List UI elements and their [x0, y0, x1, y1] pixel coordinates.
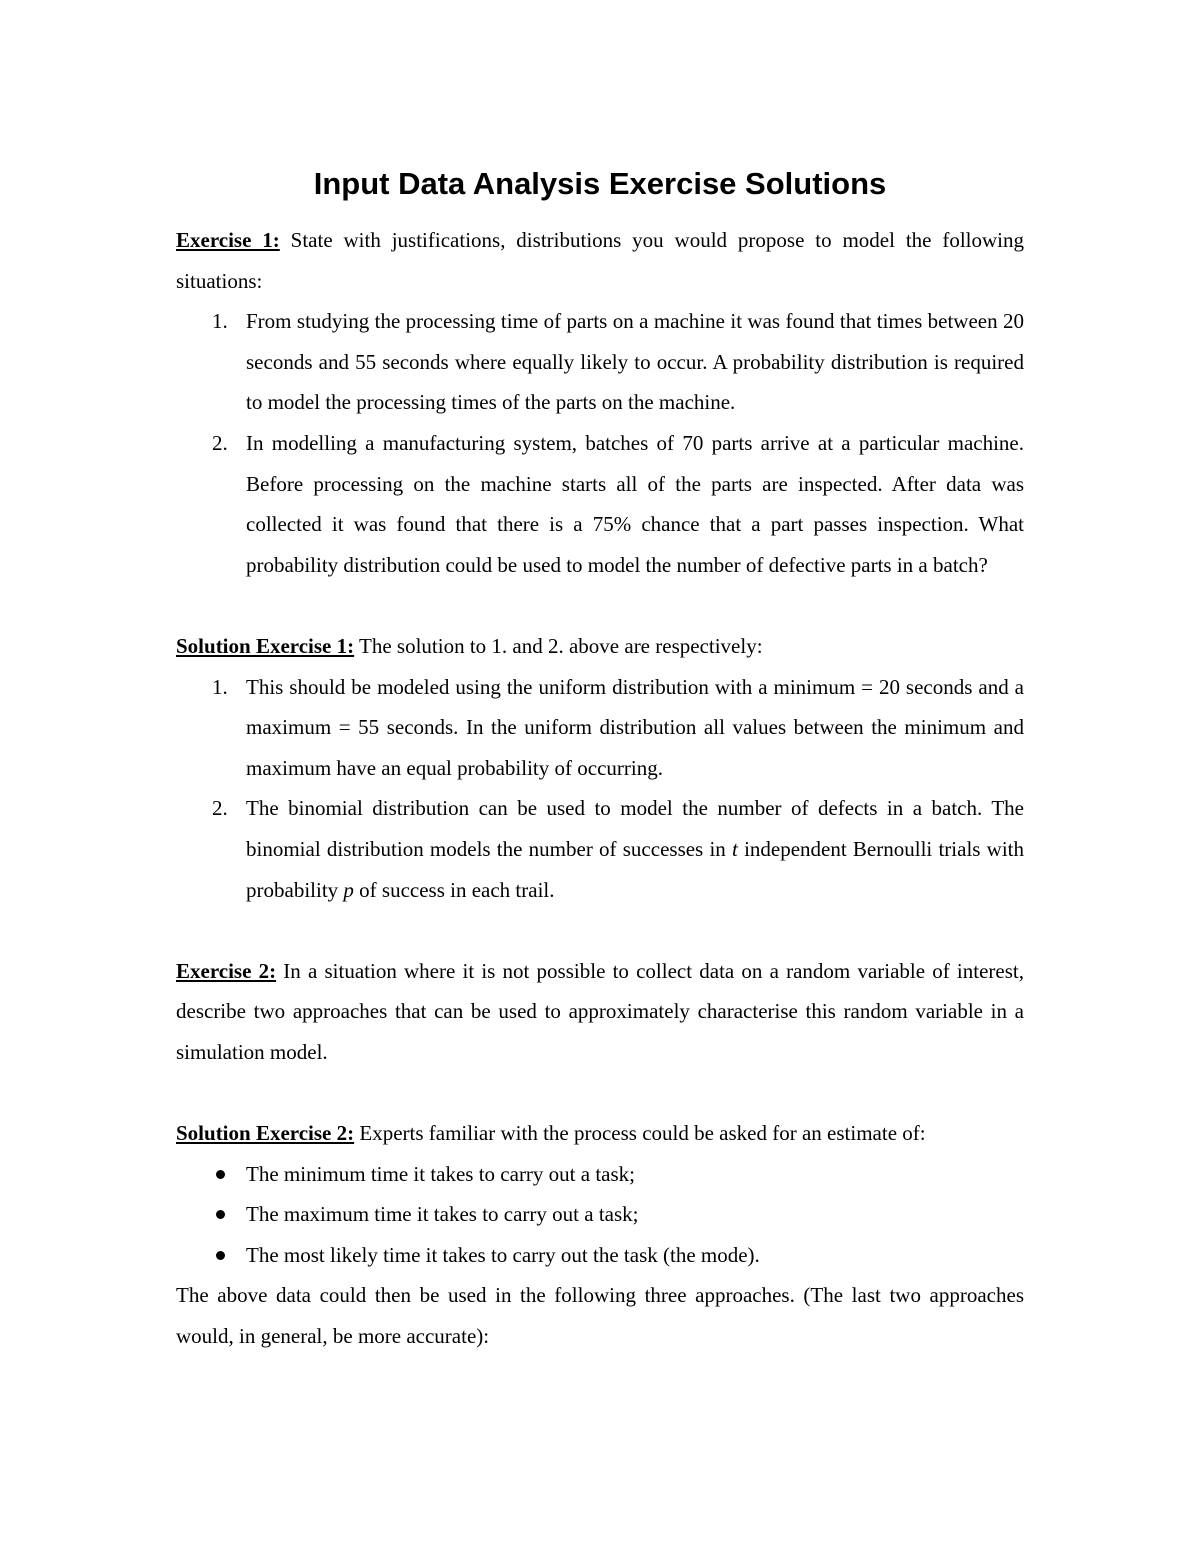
bullet-icon: [216, 1210, 225, 1219]
solution-2-intro: Experts familiar with the process could be asked for an estimate of:: [359, 1121, 926, 1146]
solution-1-prompt: [176, 626, 1024, 667]
list-item-text-a: The binomial distribution can be used to model the number of defects in a batch. The binomial distribution models the number of successes in: [246, 796, 1024, 861]
list-item-number: 1.: [212, 309, 228, 334]
list-item-text: In modelling a manufacturing system, batches of 70 parts arrive at a particular machine. Before processing on the machine starts all of the parts are inspected. After data was collected it was found that there is a 75% chance that a part passes inspection. What probability distribution could be used to model the number of defective parts in a batch?: [246, 430, 1024, 577]
paragraph-spacer: [176, 1072, 1024, 1113]
page-title: Input Data Analysis Exercise Solutions: [313, 166, 887, 201]
list-item-text: This should be modeled using the uniform distribution with a minimum = 20 seconds and a maximum = 55 seconds. In the uniform distribution all values between the minimum and maximum have an equal probability of occurring.: [246, 674, 1024, 780]
bullet-icon: [216, 1170, 225, 1179]
exercise-1-prompt: [176, 220, 1024, 301]
list-item-text: From studying the processing time of parts on a machine it was found that times between 20 seconds and 55 seconds where equally likely to occur. A probability distribution is required to model the processing times of the parts on the machine.: [246, 309, 1024, 415]
list-item-number: 2.: [212, 796, 228, 821]
exercise-1-intro: State with justifications, distributions you would propose to model the following situations:: [176, 228, 1025, 293]
variable-p: p: [343, 877, 354, 902]
list-item-number: 2.: [212, 430, 228, 455]
solution-2-closing: The above data could then be used in the following three approaches. (The last two approaches would, in general, be more accurate):: [176, 1283, 1024, 1349]
exercise-1-list: [176, 301, 1024, 585]
solution-1-intro: The solution to 1. and 2. above are respectively:: [359, 633, 763, 658]
exercise-2-label: Exercise 2:: [176, 958, 277, 983]
list-item: [176, 788, 1024, 910]
exercise-2-prompt: [176, 951, 1024, 1073]
list-item: [176, 301, 1024, 423]
exercise-2-text: In a situation where it is not possible to collect data on a random variable of interest, describe two approaches that can be used to approximately characterise this random variable in a simulation model.: [176, 958, 1024, 1064]
list-item-text: The minimum time it takes to carry out a task;: [246, 1161, 635, 1186]
solution-2-bullets: [176, 1154, 1024, 1276]
document-body: [176, 220, 1024, 1357]
solution-2-label: Solution Exercise 2:: [176, 1121, 355, 1146]
list-item: [176, 1154, 1024, 1195]
list-item-text-b: independent Bernoulli trials with probability: [246, 836, 1025, 902]
variable-t: t: [732, 836, 738, 861]
list-item-number: 1.: [212, 674, 228, 699]
exercise-1-label: Exercise 1:: [176, 228, 280, 252]
list-item-text-c: of success in each trail.: [359, 877, 555, 902]
document-page: [176, 0, 1024, 1553]
paragraph-spacer: [176, 910, 1024, 951]
paragraph-spacer: [176, 585, 1024, 626]
bullet-icon: [216, 1251, 225, 1260]
solution-1-list: [176, 667, 1024, 911]
list-item: [176, 667, 1024, 789]
list-item: [176, 1194, 1024, 1235]
list-item: [176, 423, 1024, 585]
list-item-text: The most likely time it takes to carry out the task (the mode).: [246, 1242, 760, 1267]
solution-2-prompt: [176, 1113, 1024, 1154]
list-item-text: The maximum time it takes to carry out a task;: [246, 1202, 639, 1227]
solution-1-label: Solution Exercise 1:: [176, 633, 355, 658]
list-item: [176, 1235, 1024, 1276]
